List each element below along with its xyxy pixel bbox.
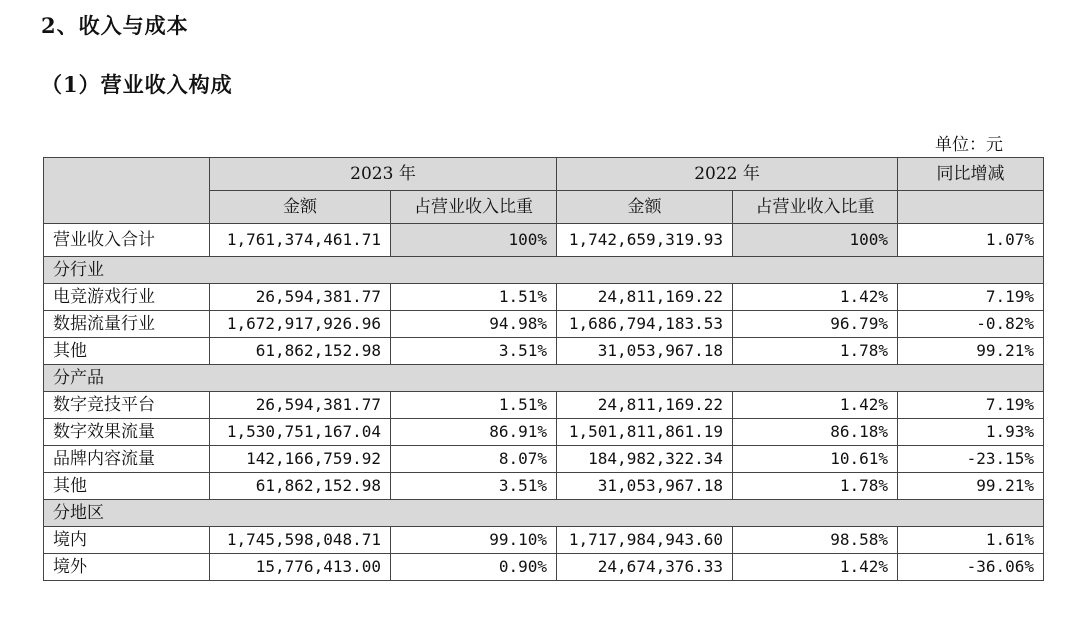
cell-share-2022: 1.42% [733, 554, 898, 581]
cell-share-2022: 1.42% [733, 284, 898, 311]
cell-yoy: 99.21% [898, 338, 1044, 365]
cell-amount-2022: 1,742,659,319.93 [557, 224, 733, 257]
table-row-total [44, 224, 1044, 257]
cell-amount-2022: 31,053,967.18 [557, 338, 733, 365]
cell-share-2023: 100% [391, 224, 557, 257]
cell-share-2022: 10.61% [733, 446, 898, 473]
table-row [44, 446, 1044, 473]
cell-yoy: -36.06% [898, 554, 1044, 581]
section-row [44, 365, 1044, 392]
cell-amount-2022: 1,717,984,943.60 [557, 527, 733, 554]
cell-amount-2022: 1,686,794,183.53 [557, 311, 733, 338]
cell-share-2023: 86.91% [391, 419, 557, 446]
cell-share-2022: 1.42% [733, 392, 898, 419]
row-label: 境外 [44, 554, 210, 581]
cell-yoy: 7.19% [898, 392, 1044, 419]
table-row [44, 392, 1044, 419]
cell-yoy: 1.61% [898, 527, 1044, 554]
header-yoy-blank [898, 191, 1044, 224]
table-row [44, 554, 1044, 581]
cell-amount-2023: 142,166,759.92 [210, 446, 391, 473]
header-yoy: 同比增减 [898, 158, 1044, 191]
subsection-heading: （1）营业收入构成 [41, 72, 233, 97]
table-row [44, 311, 1044, 338]
table-row [44, 419, 1044, 446]
cell-amount-2023: 26,594,381.77 [210, 284, 391, 311]
table-row [44, 527, 1044, 554]
section-row [44, 257, 1044, 284]
cell-amount-2023: 1,761,374,461.71 [210, 224, 391, 257]
cell-share-2023: 99.10% [391, 527, 557, 554]
cell-yoy: 99.21% [898, 473, 1044, 500]
cell-yoy: 1.07% [898, 224, 1044, 257]
cell-amount-2023: 61,862,152.98 [210, 338, 391, 365]
header-amount-2022: 金额 [557, 191, 733, 224]
header-year-2022: 2022 年 [557, 158, 898, 191]
cell-yoy: 7.19% [898, 284, 1044, 311]
cell-yoy: 1.93% [898, 419, 1044, 446]
row-label: 其他 [44, 473, 210, 500]
cell-share-2023: 8.07% [391, 446, 557, 473]
row-label: 其他 [44, 338, 210, 365]
row-label: 电竞游戏行业 [44, 284, 210, 311]
cell-amount-2023: 26,594,381.77 [210, 392, 391, 419]
cell-share-2022: 1.78% [733, 338, 898, 365]
table-row [44, 338, 1044, 365]
row-label: 数字效果流量 [44, 419, 210, 446]
cell-amount-2023: 1,530,751,167.04 [210, 419, 391, 446]
cell-yoy: -23.15% [898, 446, 1044, 473]
header-row-years [44, 158, 1044, 191]
header-share-2023: 占营业收入比重 [391, 191, 557, 224]
row-label: 数据流量行业 [44, 311, 210, 338]
cell-share-2023: 0.90% [391, 554, 557, 581]
cell-amount-2022: 184,982,322.34 [557, 446, 733, 473]
table-row [44, 473, 1044, 500]
cell-amount-2022: 24,811,169.22 [557, 392, 733, 419]
cell-share-2022: 98.58% [733, 527, 898, 554]
cell-share-2023: 1.51% [391, 392, 557, 419]
section-heading: 2、收入与成本 [41, 13, 189, 38]
cell-share-2022: 86.18% [733, 419, 898, 446]
cell-amount-2022: 24,674,376.33 [557, 554, 733, 581]
cell-share-2023: 3.51% [391, 338, 557, 365]
cell-share-2022: 96.79% [733, 311, 898, 338]
header-year-2023: 2023 年 [210, 158, 557, 191]
section-title: 分行业 [44, 257, 1044, 284]
cell-amount-2023: 61,862,152.98 [210, 473, 391, 500]
unit-label: 单位：元 [935, 135, 1003, 155]
revenue-table [43, 157, 1044, 581]
cell-share-2022: 1.78% [733, 473, 898, 500]
row-label: 境内 [44, 527, 210, 554]
cell-amount-2023: 1,745,598,048.71 [210, 527, 391, 554]
row-label: 品牌内容流量 [44, 446, 210, 473]
header-corner-cell [44, 158, 210, 224]
section-row [44, 500, 1044, 527]
cell-amount-2022: 1,501,811,861.19 [557, 419, 733, 446]
cell-yoy: -0.82% [898, 311, 1044, 338]
cell-amount-2022: 24,811,169.22 [557, 284, 733, 311]
cell-share-2023: 3.51% [391, 473, 557, 500]
cell-share-2023: 94.98% [391, 311, 557, 338]
table-row [44, 284, 1044, 311]
section-title: 分产品 [44, 365, 1044, 392]
cell-amount-2023: 1,672,917,926.96 [210, 311, 391, 338]
header-share-2022: 占营业收入比重 [733, 191, 898, 224]
cell-amount-2023: 15,776,413.00 [210, 554, 391, 581]
section-title: 分地区 [44, 500, 1044, 527]
cell-amount-2022: 31,053,967.18 [557, 473, 733, 500]
row-label: 数字竞技平台 [44, 392, 210, 419]
cell-share-2023: 1.51% [391, 284, 557, 311]
cell-share-2022: 100% [733, 224, 898, 257]
header-amount-2023: 金额 [210, 191, 391, 224]
row-label: 营业收入合计 [44, 224, 210, 257]
